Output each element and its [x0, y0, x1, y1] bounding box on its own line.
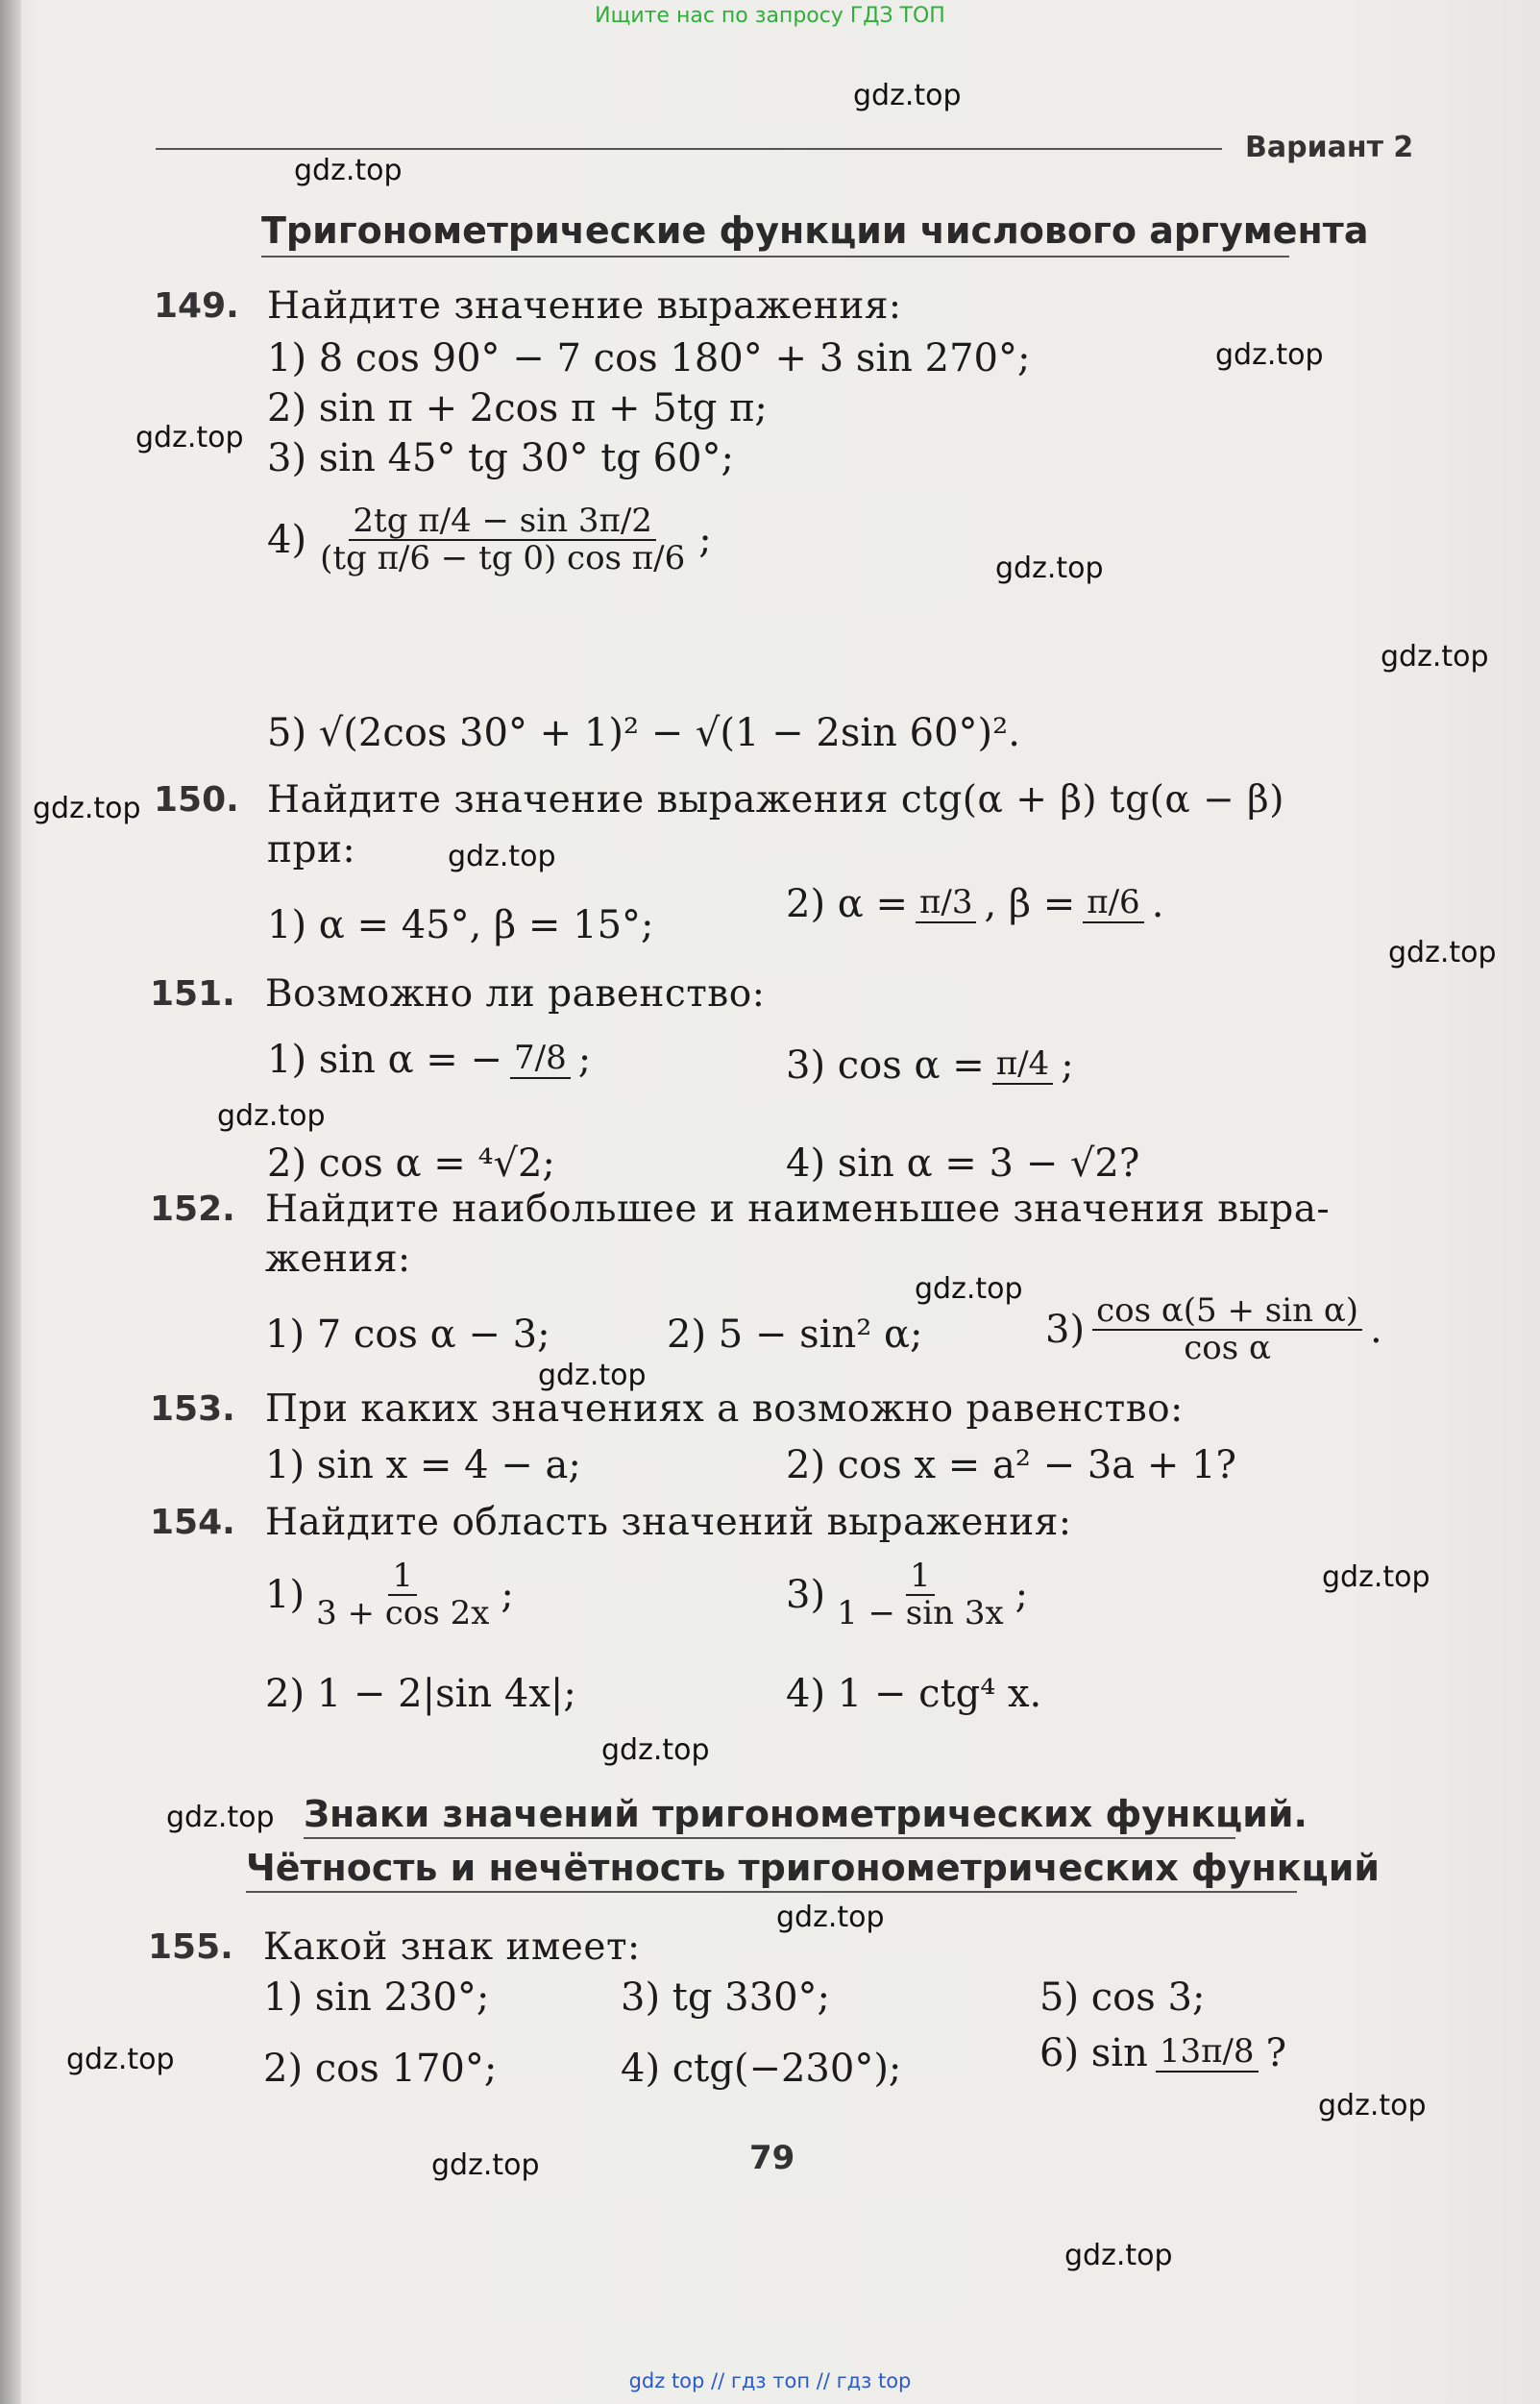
fraction-value: π/3	[916, 885, 976, 922]
problem-text: жения:	[265, 1238, 411, 1281]
problem-item: 4) 1 − ctg⁴ x.	[786, 1672, 1042, 1716]
item-tail: ?	[1265, 2031, 1287, 2075]
problem-item: 2) 1 − 2|sin 4x|;	[265, 1672, 576, 1716]
problem-number: 155.	[148, 1927, 233, 1967]
watermark: gdz.top	[601, 1733, 710, 1767]
watermark: gdz.top	[217, 1099, 326, 1133]
item-label: 3) cos α =	[786, 1043, 985, 1088]
fraction	[316, 503, 689, 577]
watermark: gdz.top	[135, 421, 244, 454]
problem-item: 1) 8 cos 90° − 7 cos 180° + 3 sin 270°;	[267, 336, 1031, 380]
problem-item: 4) ctg(−230°);	[621, 2047, 902, 2091]
fraction-numerator: 1	[388, 1558, 417, 1596]
problem-item: 2) cos x = a² − 3a + 1?	[786, 1443, 1236, 1487]
problem-item-fraction	[786, 882, 1163, 926]
problem-item-fraction	[267, 503, 712, 577]
fraction	[916, 885, 976, 922]
problem-number: 149.	[154, 286, 239, 326]
problem-number: 152.	[150, 1190, 235, 1229]
top-banner[interactable]: Ищите нас по запросу ГДЗ ТОП	[595, 4, 945, 28]
watermark: gdz.top	[66, 2043, 175, 2076]
item-label: 2) α =	[786, 882, 909, 926]
item-label: 6) sin	[1039, 2031, 1148, 2075]
problem-text: Найдите значение выражения:	[267, 284, 902, 328]
fraction	[1156, 2034, 1259, 2072]
fraction-numerator: cos α(5 + sin α)	[1092, 1293, 1362, 1331]
problem-item: 1) sin x = 4 − a;	[265, 1443, 581, 1487]
variant-label: Вариант 2	[1245, 131, 1414, 164]
problem-item: 1) α = 45°, β = 15°;	[267, 903, 654, 947]
header-rule	[156, 148, 1222, 150]
fraction-value: π/4	[992, 1046, 1053, 1084]
problem-item: 2) cos α = ⁴√2;	[267, 1141, 555, 1186]
watermark: gdz.top	[1381, 640, 1489, 674]
watermark: gdz.top	[853, 79, 962, 112]
fraction	[1083, 885, 1143, 922]
problem-text: при:	[267, 828, 356, 871]
bottom-banner[interactable]: gdz top // гдз топ // гдз top	[628, 2369, 912, 2392]
watermark: gdz.top	[538, 1359, 647, 1392]
watermark: gdz.top	[1322, 1560, 1430, 1594]
item-tail: ;	[501, 1573, 514, 1618]
watermark: gdz.top	[33, 792, 141, 825]
problem-item: 1) sin 230°;	[263, 1975, 490, 2020]
section-title: Чётность и нечётность тригонометрических функций	[246, 1847, 1380, 1889]
fraction	[992, 1046, 1053, 1084]
fraction-numerator: 2tg π/4 − sin 3π/2	[349, 503, 656, 541]
problem-item: 2) 5 − sin² α;	[667, 1312, 923, 1357]
item-label: 1) sin α = −	[267, 1038, 503, 1082]
problem-item: 4) sin α = 3 − √2?	[786, 1141, 1140, 1186]
item-tail: .	[1151, 882, 1164, 926]
problem-text: Какой знак имеет:	[263, 1926, 641, 1969]
watermark: gdz.top	[448, 840, 556, 873]
problem-number: 154.	[150, 1503, 235, 1542]
problem-item-fraction	[267, 1038, 591, 1082]
watermark: gdz.top	[1318, 2089, 1427, 2122]
problem-number: 151.	[150, 974, 235, 1014]
fraction	[1092, 1293, 1362, 1367]
problem-text: При каких значениях a возможно равенство:	[265, 1387, 1184, 1431]
section-title-underline	[246, 1891, 1297, 1893]
problem-item: 5) cos 3;	[1039, 1975, 1206, 2020]
problem-item-fraction	[786, 1558, 1028, 1632]
problem-text: Возможно ли равенство:	[265, 972, 766, 1016]
watermark: gdz.top	[915, 1272, 1023, 1306]
item-tail: .	[1370, 1308, 1382, 1353]
item-label: 3)	[1045, 1308, 1086, 1353]
fraction	[312, 1558, 493, 1632]
fraction	[833, 1558, 1008, 1632]
item-label: 4)	[267, 518, 307, 563]
watermark: gdz.top	[995, 552, 1104, 585]
watermark: gdz.top	[1064, 2239, 1173, 2272]
problem-item: 3) tg 330°;	[621, 1975, 830, 2020]
book-spine-shadow	[0, 0, 21, 2404]
item-tail: ;	[577, 1038, 592, 1082]
problem-item-fraction	[1045, 1293, 1382, 1367]
problem-number: 150.	[154, 780, 239, 820]
fraction-numerator: 1	[906, 1558, 935, 1596]
problem-text: Найдите значение выражения ctg(α + β) tg(α − β)	[267, 778, 1284, 822]
fraction-denominator: 1 − sin 3x	[837, 1594, 1004, 1633]
item-label: 1)	[265, 1573, 306, 1618]
section-title-underline	[261, 256, 1289, 258]
watermark: gdz.top	[1388, 936, 1497, 969]
section-title: Тригонометрические функции числового аргумента	[261, 209, 1369, 252]
problem-item-fraction	[265, 1558, 514, 1632]
fraction-denominator: cos α	[1184, 1329, 1271, 1368]
problem-item-fraction	[786, 1043, 1074, 1088]
problem-item-fraction	[1039, 2031, 1286, 2075]
watermark: gdz.top	[776, 1901, 885, 1934]
fraction-value: 13π/8	[1156, 2034, 1259, 2072]
item-mid: , β =	[984, 882, 1076, 926]
problem-number: 153.	[150, 1389, 235, 1429]
problem-text: Найдите область значений выражения:	[265, 1501, 1072, 1544]
fraction	[510, 1041, 571, 1078]
section-title-underline	[304, 1837, 1235, 1839]
fraction-denominator: 3 + cos 2x	[316, 1594, 490, 1633]
problem-item: 1) 7 cos α − 3;	[265, 1312, 550, 1357]
item-tail: ;	[1061, 1043, 1074, 1088]
watermark: gdz.top	[1215, 338, 1324, 372]
item-tail: ;	[698, 518, 712, 563]
page-number: 79	[749, 2139, 795, 2177]
problem-item: 3) sin 45° tg 30° tg 60°;	[267, 436, 734, 480]
problem-item: 2) sin π + 2cos π + 5tg π;	[267, 386, 768, 430]
watermark: gdz.top	[294, 154, 403, 187]
item-tail: ;	[1014, 1573, 1029, 1618]
problem-item: 5) √(2cos 30° + 1)² − √(1 − 2sin 60°)².	[267, 711, 1020, 755]
fraction-value: π/6	[1083, 885, 1143, 922]
item-label: 3)	[786, 1573, 826, 1618]
problem-text: Найдите наибольшее и наименьшее значения выра-	[265, 1188, 1331, 1231]
fraction-denominator: (tg π/6 − tg 0) cos π/6	[320, 539, 686, 578]
fraction-value: 7/8	[510, 1041, 571, 1078]
watermark: gdz.top	[431, 2148, 540, 2182]
section-title: Знаки значений тригонометрических функций.	[304, 1793, 1308, 1835]
problem-item: 2) cos 170°;	[263, 2047, 498, 2091]
watermark: gdz.top	[166, 1801, 275, 1834]
